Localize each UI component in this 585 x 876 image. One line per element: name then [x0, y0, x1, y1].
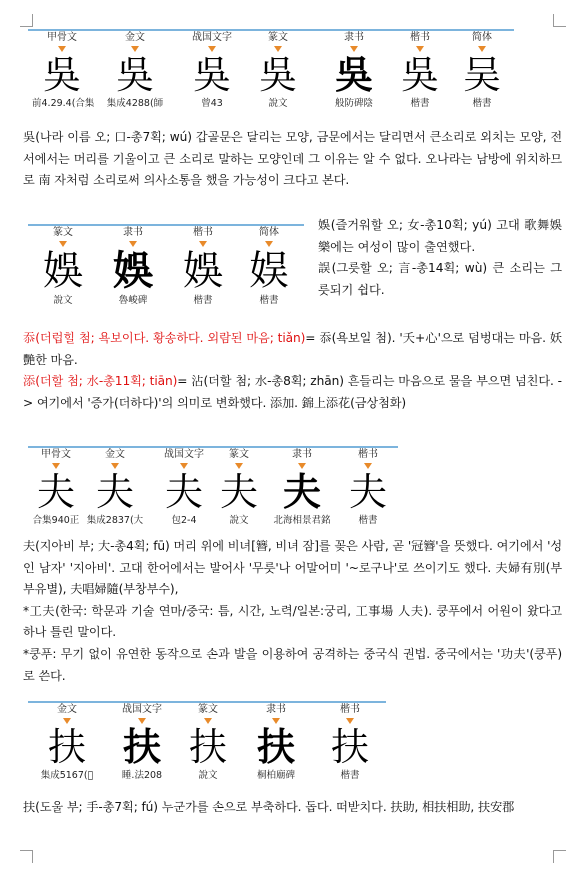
script-header: 楷书 — [193, 227, 213, 238]
glyph: 扶 — [330, 725, 369, 769]
marker — [131, 46, 139, 52]
script-header: 楷书 — [340, 704, 360, 715]
glyph-source: 說文 — [268, 98, 288, 109]
script-header: 金文 — [57, 704, 77, 715]
glyph-column — [100, 226, 166, 307]
glyph-column — [264, 448, 340, 527]
glyph-source: 楷書 — [358, 515, 378, 526]
entry-body: = 忝(욕보일 첨). '夭+心'으로 덤벙대는 마음. 妖艷한 마음. — [23, 331, 562, 367]
glyph-evolution-table-fu2 — [28, 701, 386, 799]
crop-mark — [20, 850, 33, 863]
glyph-column — [176, 31, 248, 110]
glyph-column — [316, 31, 392, 110]
entry-text: 誤(그릇할 오; 言-총14획; wù) 큰 소리는 그릇되기 쉽다. — [318, 261, 562, 297]
glyph: 扶 — [188, 725, 227, 769]
glyph-source: 前4.29.4(合集 — [32, 98, 95, 109]
glyph: 娛 — [43, 248, 83, 294]
marker — [52, 463, 60, 469]
glyph-column — [32, 31, 95, 110]
marker — [235, 463, 243, 469]
glyph-column — [392, 31, 448, 110]
script-header: 甲骨文 — [41, 449, 71, 460]
entry-fu — [23, 536, 562, 687]
glyph: 吳 — [115, 53, 154, 97]
glyph-source: 北海相景君銘 — [273, 515, 331, 526]
glyph-column — [28, 448, 84, 527]
script-header: 甲骨文 — [47, 32, 77, 43]
marker — [346, 718, 354, 724]
glyph: 夫 — [282, 469, 321, 514]
glyph-source: 集成5167(𡦐 — [40, 770, 94, 781]
note-text: *工夫(한국: 학문과 기술 연마/중국: 틈, 시간, 노력/일본:궁리, 工事場 人夫). 쿵푸에서 어원이 왔다고 하나 틀린 말이다. — [23, 603, 562, 640]
glyph-source: 楷書 — [259, 295, 279, 306]
script-header: 简体 — [259, 227, 279, 238]
glyph-column — [34, 703, 100, 782]
glyph: 扶 — [122, 724, 161, 769]
glyph-evolution-table-wu — [28, 29, 514, 127]
marker — [416, 46, 424, 52]
marker — [208, 46, 216, 52]
crop-mark — [20, 14, 33, 27]
marker — [199, 241, 207, 247]
script-header: 楷书 — [358, 449, 378, 460]
marker — [180, 463, 188, 469]
glyph-source: 楷書 — [193, 295, 213, 306]
headword-red: 忝(더럽힐 첨; 욕보이다. 황송하다. 외람된 마음; tiǎn) — [23, 331, 306, 345]
script-header: 篆文 — [268, 32, 288, 43]
glyph-column — [148, 448, 220, 527]
glyph-column — [102, 31, 168, 110]
glyph-column — [106, 703, 178, 782]
glyph: 扶 — [256, 724, 295, 769]
glyph-source: 合集940正 — [32, 515, 80, 526]
glyph-source: 睡.法208 — [121, 770, 163, 781]
glyph: 扶 — [47, 725, 86, 769]
glyph-source: 說文 — [229, 515, 249, 526]
glyph: 夫 — [95, 470, 134, 514]
marker — [265, 241, 273, 247]
glyph: 吳 — [400, 53, 439, 97]
glyph-source: 楷書 — [410, 98, 430, 109]
marker — [274, 46, 282, 52]
crop-mark — [553, 14, 566, 27]
glyph-source: 說文 — [53, 295, 73, 306]
marker — [204, 718, 212, 724]
glyph-column — [236, 226, 302, 307]
script-header: 篆文 — [198, 704, 218, 715]
entry-wu — [23, 127, 562, 192]
glyph-column — [318, 703, 382, 782]
glyph-source: 曾43 — [201, 98, 223, 109]
marker — [478, 46, 486, 52]
script-header: 战国文字 — [192, 32, 232, 43]
entry-text: 娛(즐거워할 오; 女-총10획; yú) 고대 歌舞娛樂에는 여성이 많이 출연했다. — [318, 218, 562, 254]
glyph-source: 魯峻碑 — [118, 295, 148, 306]
glyph: 娱 — [249, 248, 289, 294]
glyph: 夫 — [164, 470, 203, 514]
glyph-source: 集成2837(大 — [86, 515, 144, 526]
glyph-column — [180, 703, 236, 782]
entry-text — [23, 371, 562, 414]
glyph-column — [30, 226, 96, 307]
glyph: 吳 — [258, 53, 297, 97]
script-header: 隶书 — [123, 227, 143, 238]
marker — [111, 463, 119, 469]
script-header: 简体 — [472, 32, 492, 43]
entry-body: = 沾(더할 첨; 水-총8획; zhān) 흔들리는 마음으로 물을 부으면 넘친다. -> 여기에서 '증가(더하다)'의 의미로 변화했다. 添加. 錦上添花(금상첨화) — [23, 374, 562, 410]
glyph-column — [454, 31, 510, 110]
entry-fu2 — [23, 797, 562, 819]
glyph: 夫 — [36, 470, 75, 514]
marker — [58, 46, 66, 52]
glyph-column — [170, 226, 236, 307]
glyph-column — [250, 31, 306, 110]
marker — [59, 241, 67, 247]
glyph: 吴 — [462, 53, 501, 97]
glyph: 夫 — [219, 470, 258, 514]
entry-yu — [318, 215, 562, 301]
crop-mark — [553, 850, 566, 863]
headword-red: 添(더할 첨; 水-총11획; tiān) — [23, 374, 178, 389]
glyph-column — [340, 448, 396, 527]
glyph-evolution-table-yu — [28, 224, 304, 326]
glyph-column — [214, 448, 264, 527]
glyph: 娛 — [113, 247, 153, 294]
script-header: 金文 — [105, 449, 125, 460]
entry-text — [23, 328, 562, 371]
script-header: 金文 — [125, 32, 145, 43]
glyph: 吳 — [192, 53, 231, 97]
script-header: 隶书 — [292, 449, 312, 460]
glyph-source: 桐柏廟碑 — [256, 770, 295, 781]
script-header: 篆文 — [229, 449, 249, 460]
glyph-column — [240, 703, 312, 782]
marker — [364, 463, 372, 469]
glyph-source: 楷書 — [340, 770, 360, 781]
glyph: 娛 — [183, 248, 223, 294]
script-header: 战国文字 — [122, 704, 162, 715]
marker — [63, 718, 71, 724]
script-header: 隶书 — [344, 32, 364, 43]
script-header: 战国文字 — [164, 449, 204, 460]
entry-text: 吳(나라 이름 오; 口-총7획; wú) 갑골문은 달리는 모양, 금문에서는 달리면서 큰소리로 외치는 모양, 전서에서는 머리를 기울이고 큰 소리로 말하는 모양인데 그 이유는 알 수 없다. 오나라는 남방에 위치하므로 南 자처럼 소리로써 의사소통을 했을 가능성이 크다고 본다. — [23, 130, 562, 188]
entry-text: 扶(도울 부; 手-총7획; fú) 누군가를 손으로 부축하다. 돕다. 떠받치다. 扶助, 相扶相助, 扶安郡 — [23, 800, 515, 814]
script-header: 楷书 — [410, 32, 430, 43]
entry-tian — [23, 328, 562, 414]
glyph: 夫 — [348, 470, 387, 514]
glyph-column — [84, 448, 146, 527]
note-text: *쿵푸: 무기 없이 유연한 동작으로 손과 발을 이용하여 공격하는 중국식 권법. 중국에서는 '功夫'(쿵푸)로 쓴다. — [23, 646, 563, 683]
entry-text: 夫(지아비 부; 大-총4획; fū) 머리 위에 비녀[簪, 비녀 잠]를 꽂은 사람, 곧 '冠簪'을 뜻했다. 여기에서 '성인 남자' '지아비'. 고대 한어에서는 발어사 '무릇'나 어말어미 '~로구나'로 쓰이기도 했다. 夫婦有別(부부유별), 夫唱婦隨(부창부수), — [23, 539, 562, 597]
script-header: 篆文 — [53, 227, 73, 238]
glyph-evolution-table-fu — [28, 446, 398, 538]
glyph-source: 說文 — [198, 770, 218, 781]
glyph-source: 包2-4 — [171, 515, 197, 526]
glyph-source: 般防碑陰 — [334, 98, 373, 109]
glyph-source: 楷書 — [472, 98, 492, 109]
glyph-source: 集成4288(師 — [106, 98, 164, 109]
glyph: 吳 — [334, 52, 373, 97]
script-header: 隶书 — [266, 704, 286, 715]
glyph: 吳 — [42, 53, 81, 97]
